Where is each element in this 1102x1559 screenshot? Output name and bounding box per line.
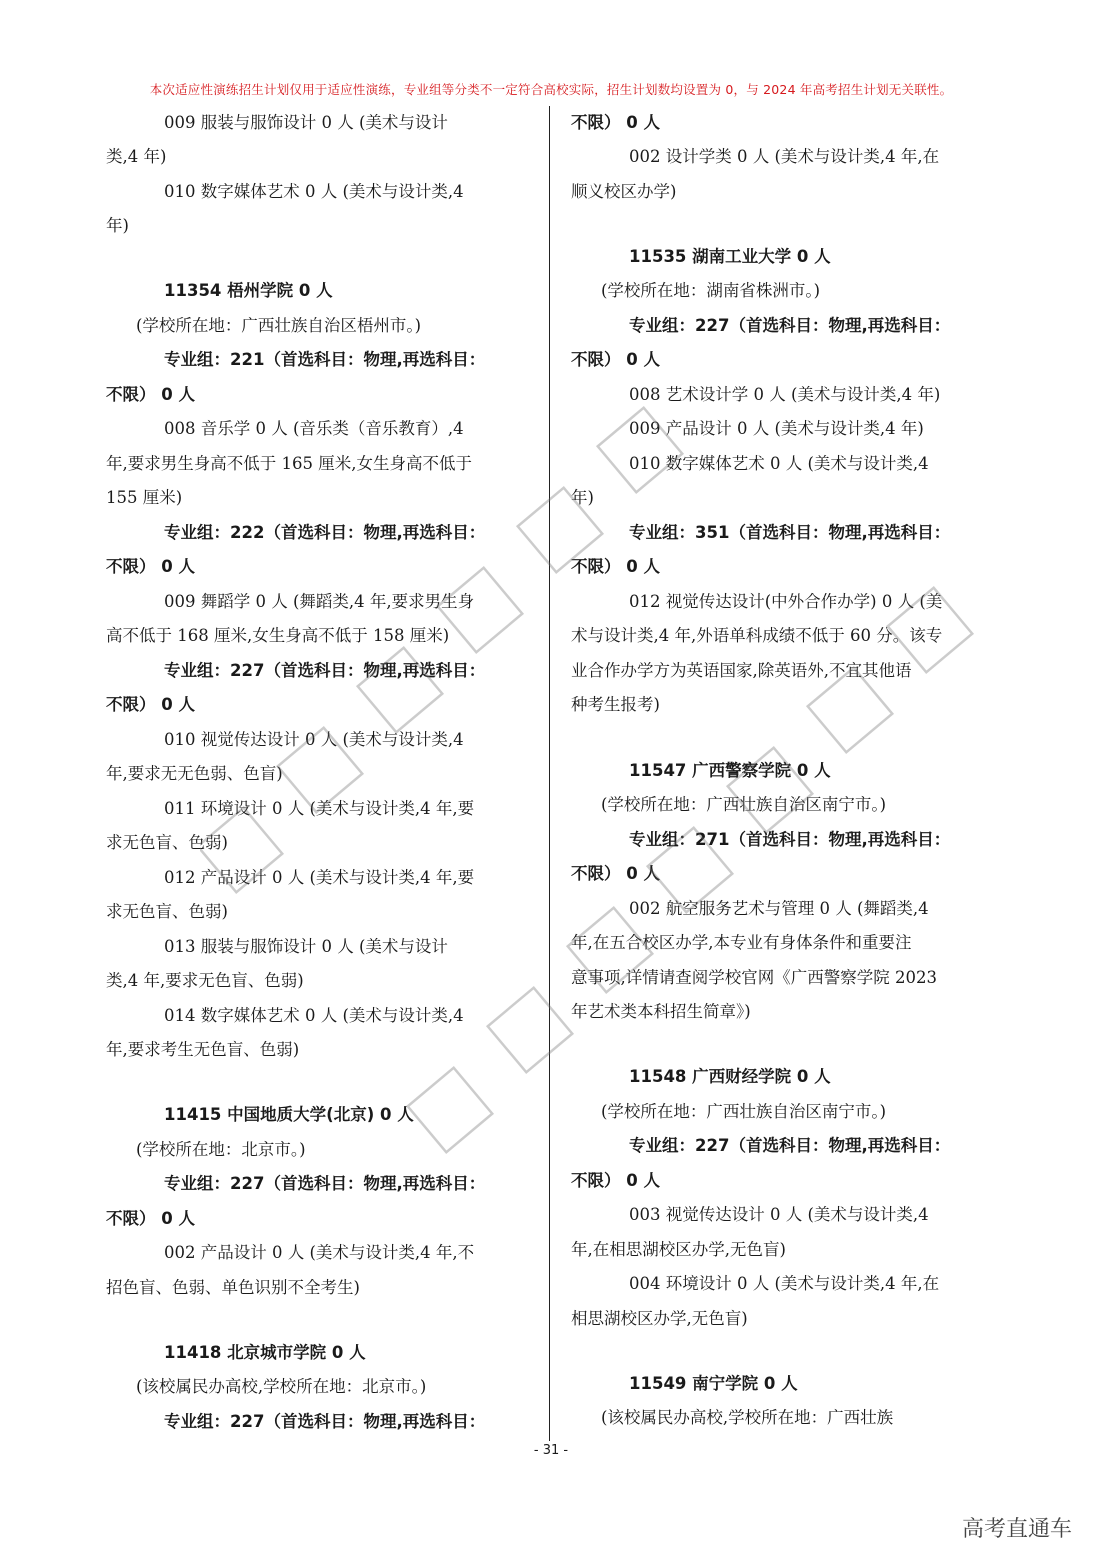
group-heading: 不限） 0 人 xyxy=(106,385,195,404)
text-line: 002 产品设计 0 人 (美术与设计类,4 年,不 xyxy=(164,1243,475,1262)
text-line: 009 舞蹈学 0 人 (舞蹈类,4 年,要求男生身 xyxy=(164,592,475,611)
text-line: 155 厘米) xyxy=(106,488,183,507)
school-location: (学校所在地：广西壮族自治区梧州市。) xyxy=(136,316,422,335)
text-line: 年) xyxy=(106,216,129,235)
school-heading: 11547 广西警察学院 0 人 xyxy=(629,761,831,780)
group-heading: 专业组：227（首选科目：物理,再选科目： xyxy=(164,1174,486,1193)
school-location: (学校所在地：湖南省株洲市。) xyxy=(601,281,821,300)
school-location: (学校所在地：广西壮族自治区南宁市。) xyxy=(601,795,887,814)
text-line: 010 视觉传达设计 0 人 (美术与设计类,4 xyxy=(164,730,464,749)
text-line: 014 数字媒体艺术 0 人 (美术与设计类,4 xyxy=(164,1006,464,1025)
text-line: 意事项,详情请查阅学校官网《广西警察学院 2023 xyxy=(571,968,937,987)
text-line: 求无色盲、色弱) xyxy=(106,902,228,921)
text-line: 009 产品设计 0 人 (美术与设计类,4 年) xyxy=(629,419,924,438)
text-line: 年,在相思湖校区办学,无色盲) xyxy=(571,1240,786,1259)
text-line: 011 环境设计 0 人 (美术与设计类,4 年,要 xyxy=(164,799,475,818)
group-heading: 专业组：271（首选科目：物理,再选科目： xyxy=(629,830,951,849)
text-line: 类,4 年,要求无色盲、色弱) xyxy=(106,971,304,990)
group-heading: 不限） 0 人 xyxy=(106,1209,195,1228)
text-line: 008 音乐学 0 人 (音乐类（音乐教育）,4 xyxy=(164,419,464,438)
text-line: 004 环境设计 0 人 (美术与设计类,4 年,在 xyxy=(629,1274,940,1293)
school-heading: 11415 中国地质大学(北京) 0 人 xyxy=(164,1105,414,1124)
group-heading: 不限） 0 人 xyxy=(106,557,195,576)
group-heading: 专业组：351（首选科目：物理,再选科目： xyxy=(629,523,951,542)
text-line: 业合作办学方为英语国家,除英语外,不宜其他语 xyxy=(571,661,912,680)
text-line: 年,要求男生身高不低于 165 厘米,女生身高不低于 xyxy=(106,454,472,473)
group-heading: 专业组：227（首选科目：物理,再选科目： xyxy=(629,316,951,335)
group-heading: 不限） 0 人 xyxy=(571,557,660,576)
school-location: (学校所在地：北京市。) xyxy=(136,1140,306,1159)
text-line: 求无色盲、色弱) xyxy=(106,833,228,852)
text-line: 012 视觉传达设计(中外合作办学) 0 人 (美 xyxy=(629,592,943,611)
text-line: 010 数字媒体艺术 0 人 (美术与设计类,4 xyxy=(629,454,929,473)
text-line: 013 服装与服饰设计 0 人 (美术与设计 xyxy=(164,937,448,956)
school-heading: 11535 湖南工业大学 0 人 xyxy=(629,247,831,266)
text-line: 003 视觉传达设计 0 人 (美术与设计类,4 xyxy=(629,1205,929,1224)
group-heading: 专业组：227（首选科目：物理,再选科目： xyxy=(164,661,486,680)
text-line: 年,要求无无色弱、色盲) xyxy=(106,764,283,783)
text-line: 012 产品设计 0 人 (美术与设计类,4 年,要 xyxy=(164,868,475,887)
text-line: 008 艺术设计学 0 人 (美术与设计类,4 年) xyxy=(629,385,941,404)
school-location: (学校所在地：广西壮族自治区南宁市。) xyxy=(601,1102,887,1121)
brand-label: 高考直通车 xyxy=(961,1517,1072,1542)
school-location: (该校属民办高校,学校所在地：北京市。) xyxy=(136,1377,427,1396)
school-heading: 11548 广西财经学院 0 人 xyxy=(629,1067,831,1086)
group-heading: 不限） 0 人 xyxy=(571,864,660,883)
page-number: - 31 - xyxy=(533,1443,569,1458)
group-heading: 专业组：222（首选科目：物理,再选科目： xyxy=(164,523,486,542)
school-location: (该校属民办高校,学校所在地：广西壮族 xyxy=(601,1408,894,1427)
text-line: 年) xyxy=(571,488,594,507)
text-line: 类,4 年) xyxy=(106,147,167,166)
text-line: 招色盲、色弱、单色识别不全考生) xyxy=(106,1278,360,1297)
text-line: 年,在五合校区办学,本专业有身体条件和重要注 xyxy=(571,933,912,952)
text-line: 术与设计类,4 年,外语单科成绩不低于 60 分。该专 xyxy=(571,626,943,645)
school-heading: 11418 北京城市学院 0 人 xyxy=(164,1343,366,1362)
text-line: 高不低于 168 厘米,女生身高不低于 158 厘米) xyxy=(106,626,450,645)
text-line: 年艺术类本科招生简章》) xyxy=(571,1002,751,1021)
column-divider xyxy=(549,106,550,1441)
text-line: 002 设计学类 0 人 (美术与设计类,4 年,在 xyxy=(629,147,940,166)
group-heading: 专业组：227（首选科目：物理,再选科目： xyxy=(164,1412,486,1431)
group-heading: 专业组：221（首选科目：物理,再选科目： xyxy=(164,350,486,369)
group-heading: 不限） 0 人 xyxy=(106,695,195,714)
disclaimer-notice: 本次适应性演练招生计划仅用于适应性演练，专业组等分类不一定符合高校实际，招生计划数均设置为 0，与 2024 年高考招生计划无关联性。 xyxy=(149,82,953,97)
text-line: 009 服装与服饰设计 0 人 (美术与设计 xyxy=(164,113,448,132)
school-heading: 11549 南宁学院 0 人 xyxy=(629,1374,798,1393)
text-line: 年,要求考生无色盲、色弱) xyxy=(106,1040,300,1059)
text-line: 010 数字媒体艺术 0 人 (美术与设计类,4 xyxy=(164,182,464,201)
group-heading: 不限） 0 人 xyxy=(571,113,660,132)
text-line: 相思湖校区办学,无色盲) xyxy=(571,1309,748,1328)
text-line: 种考生报考) xyxy=(571,695,660,714)
group-heading: 专业组：227（首选科目：物理,再选科目： xyxy=(629,1136,951,1155)
school-heading: 11354 梧州学院 0 人 xyxy=(164,281,333,300)
group-heading: 不限） 0 人 xyxy=(571,350,660,369)
group-heading: 不限） 0 人 xyxy=(571,1171,660,1190)
text-line: 002 航空服务艺术与管理 0 人 (舞蹈类,4 xyxy=(629,899,929,918)
text-line: 顺义校区办学) xyxy=(571,182,677,201)
